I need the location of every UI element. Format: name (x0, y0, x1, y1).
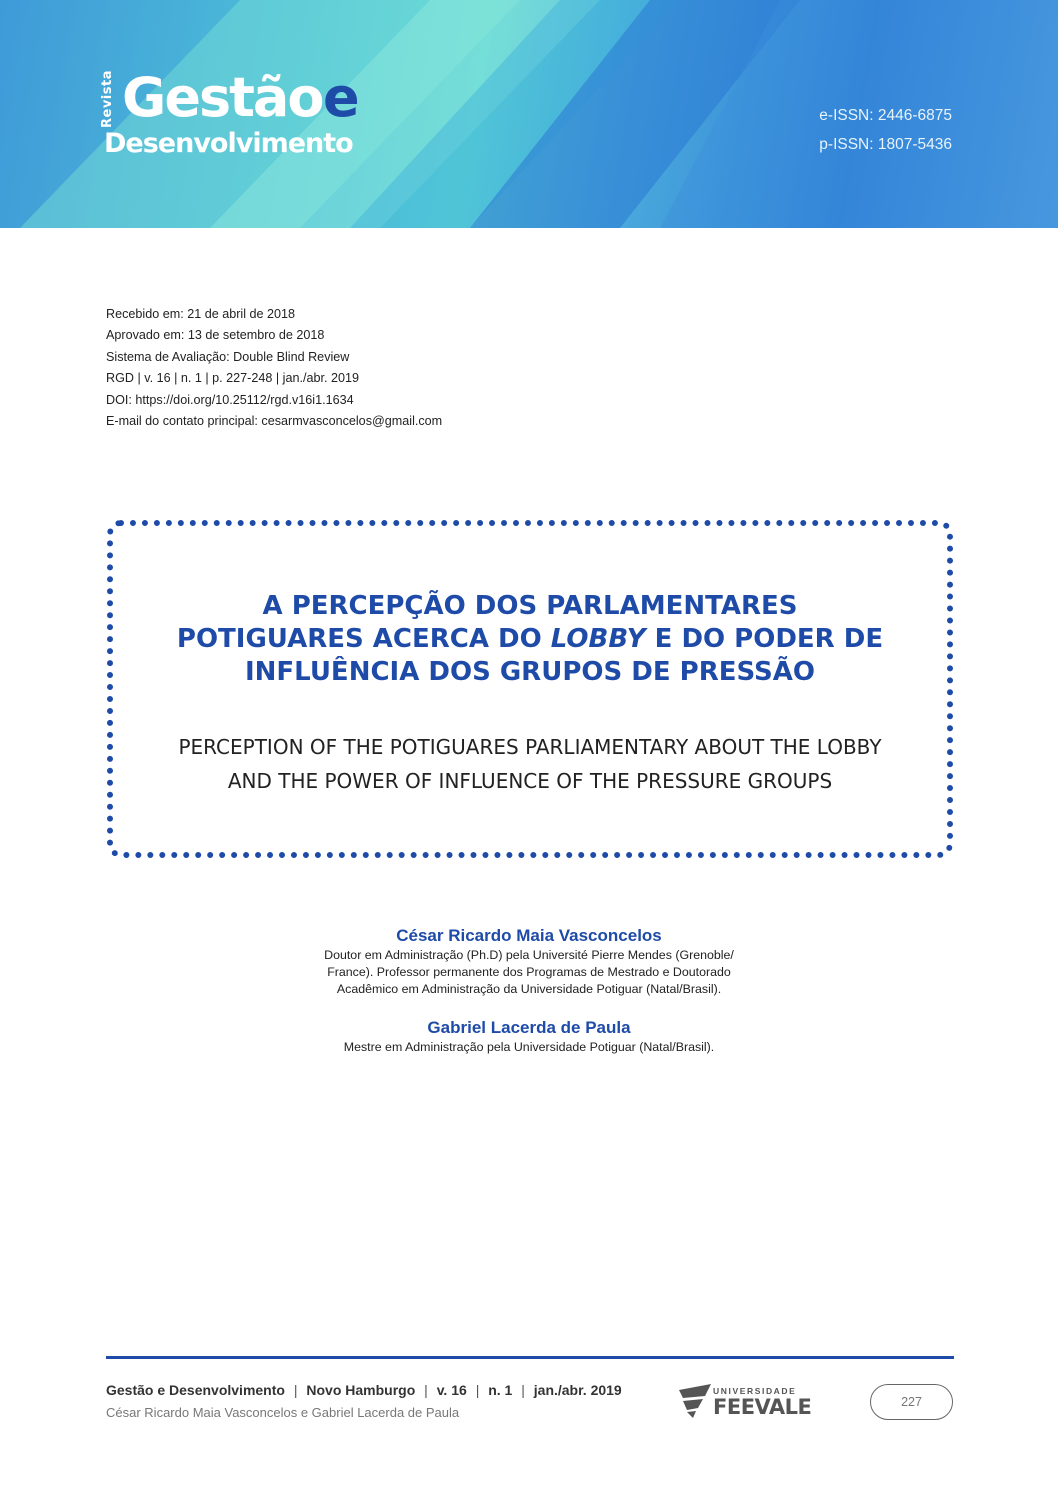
title-pt-line2-start: POTIGUARES ACERCA DO (176, 624, 551, 654)
footer-divider (106, 1356, 954, 1359)
author-affiliation-line: Doutor em Administração (Ph.D) pela Université Pierre Mendes (Grenoble/ (324, 948, 734, 962)
footer-separator: | (293, 1382, 298, 1398)
approved-date: Aprovado em: 13 de setembro de 2018 (106, 328, 325, 343)
footer-authors: César Ricardo Maia Vasconcelos e Gabriel Lacerda de Paula (106, 1405, 460, 1420)
footer-period: jan./abr. 2019 (533, 1382, 622, 1398)
author-block (200, 1017, 858, 1056)
author-name: César Ricardo Maia Vasconcelos (396, 926, 662, 945)
footer-city: Novo Hamburgo (306, 1382, 416, 1398)
logo-e-text: e (323, 66, 360, 129)
journal-logo (100, 66, 380, 172)
author-affiliation-line: Acadêmico em Administração da Universidade Potiguar (Natal/Brasil). (336, 982, 722, 996)
feevale-logo (679, 1384, 819, 1424)
footer-number: n. 1 (488, 1382, 513, 1398)
author-affiliation-line: Mestre em Administração pela Universidade Potiguar (Natal/Brasil). (343, 1040, 715, 1054)
title-pt-line3: INFLUÊNCIA DOS GRUPOS DE PRESSÃO (244, 657, 815, 687)
title-portuguese (110, 590, 950, 689)
article-metadata (106, 304, 442, 432)
title-en-line2: AND THE POWER OF INFLUENCE OF THE PRESSURE GROUPS (227, 769, 833, 793)
footer-separator: | (475, 1382, 480, 1398)
feevale-university-text: UNIVERSIDADE (713, 1386, 797, 1396)
title-pt-line1: A PERCEPÇÃO DOS PARLAMENTARES (262, 591, 798, 621)
title-pt-line2 (110, 623, 950, 656)
contact-email[interactable]: E-mail do contato principal: cesarmvasconcelos@gmail.com (106, 414, 443, 429)
pissn: p-ISSN: 1807-5436 (819, 136, 952, 153)
citation-info: RGD | v. 16 | n. 1 | p. 227-248 | jan./abr. 2019 (106, 371, 359, 386)
footer-volume: v. 16 (436, 1382, 467, 1398)
title-pt-lobby-italic: LOBBY (550, 624, 646, 654)
title-en-line1: PERCEPTION OF THE POTIGUARES PARLIAMENTARY ABOUT THE LOBBY (178, 735, 882, 759)
logo-gestao-text: Gestão (122, 66, 323, 129)
footer-separator: | (424, 1382, 428, 1398)
footer-separator: | (521, 1382, 525, 1398)
footer-journal-name: Gestão e Desenvolvimento (106, 1382, 285, 1398)
author-affiliation-line: France). Professor permanente dos Programas de Mestrado e Doutorado (327, 965, 731, 979)
footer-journal-info (106, 1382, 622, 1398)
author-name: Gabriel Lacerda de Paula (427, 1018, 631, 1037)
eissn: e-ISSN: 2446-6875 (819, 107, 952, 124)
title-pt-line2-end: E DO PODER DE (645, 624, 884, 654)
logo-revista-text: Revista (100, 70, 115, 128)
logo-desenvolvimento-text: Desenvolvimento (104, 128, 353, 159)
issn-block (819, 101, 952, 159)
author-block (200, 925, 858, 998)
feevale-name-text: FEEVALE (713, 1395, 812, 1419)
title-dotted-frame (107, 520, 953, 858)
journal-header-banner (0, 0, 1058, 228)
title-english (110, 730, 950, 798)
doi-link[interactable]: DOI: https://doi.org/10.25112/rgd.v16i1.1634 (106, 392, 354, 407)
page-number: 227 (870, 1384, 953, 1420)
received-date: Recebido em: 21 de abril de 2018 (106, 307, 296, 321)
feevale-emblem-icon (679, 1384, 711, 1418)
review-system: Sistema de Avaliação: Double Blind Review (106, 349, 350, 364)
